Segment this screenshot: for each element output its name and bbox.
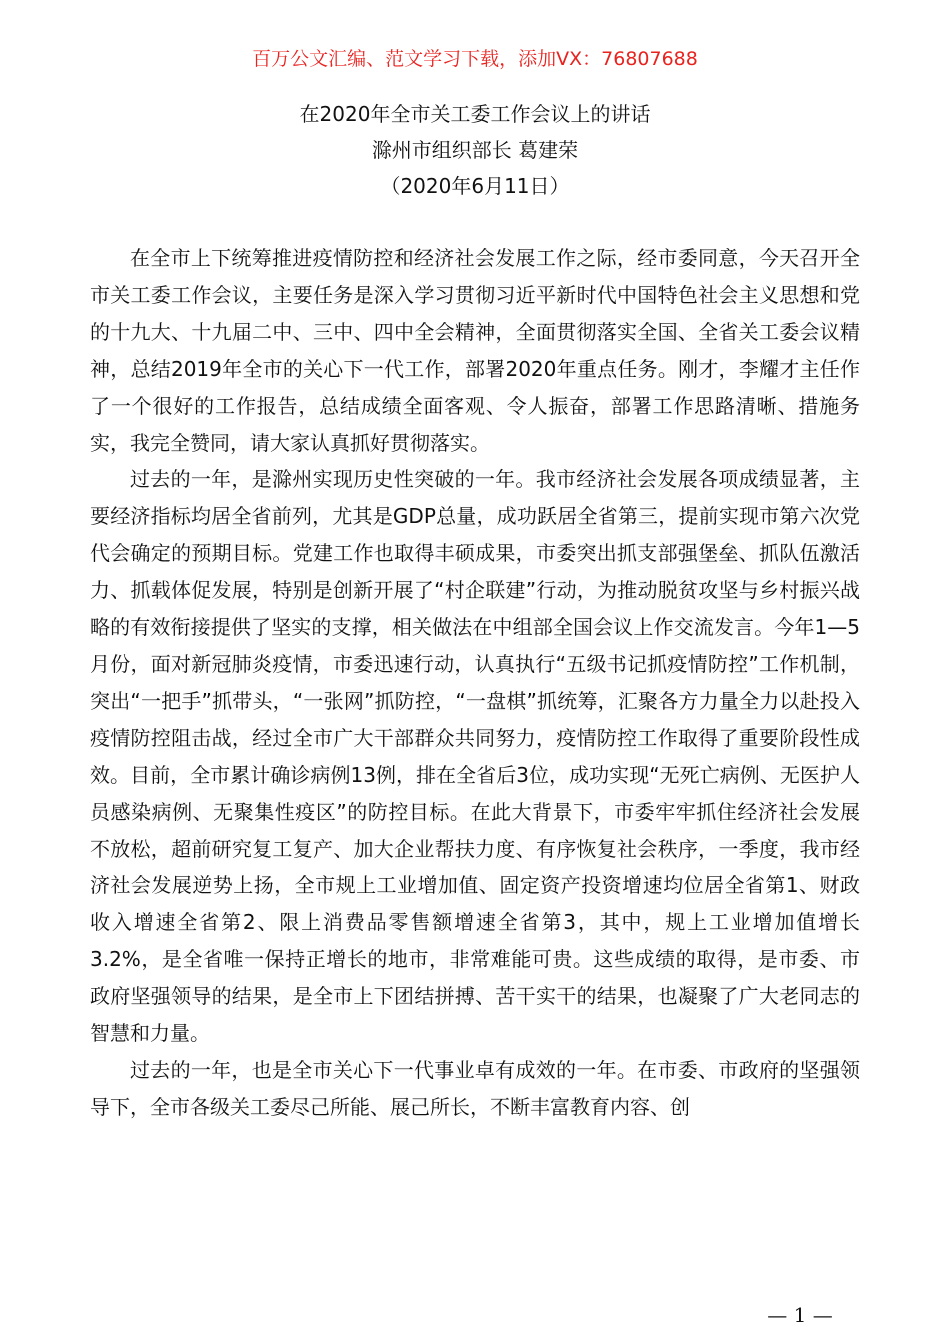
paragraph: 过去的一年，也是全市关心下一代事业卓有成效的一年。在市委、市政府的坚强领导下，全市各级关工委尽己所能、展己所长，不断丰富教育内容、创	[90, 1057, 860, 1119]
document-title: 在2020年全市关工委工作会议上的讲话	[299, 102, 651, 126]
paragraph: 在全市上下统筹推进疫情防控和经济社会发展工作之际，经市委同意，今天召开全市关工委工作会议，主要任务是深入学习贯彻习近平新时代中国特色社会主义思想和党的十九大、十九届二中、三中、四中全会精神，全面贯彻落实全国、全省关工委会议精神，总结2019年全市的关心下一代工作，部署2020年重点任务。刚才，李耀才主任作了一个很好的工作报告，总结成绩全面客观、令人振奋，部署工作思路清晰、措施务实，我完全赞同，请大家认真抓好贯彻落实。	[90, 246, 860, 455]
paragraph: 过去的一年，是滁州实现历史性突破的一年。我市经济社会发展各项成绩显著，主要经济指标均居全省前列，尤其是GDP总量，成功跃居全省第三，提前实现市第六次党代会确定的预期目标。党建工作也取得丰硕成果，市委突出抓支部强堡垒、抓队伍激活力、抓载体促发展，特别是创新开展了“村企联建”行动，为推动脱贫攻坚与乡村振兴战略的有效衔接提供了坚实的支撑，相关做法在中组部全国会议上作交流发言。今年1—5月份，面对新冠肺炎疫情，市委迅速行动，认真执行“五级书记抓疫情防控”工作机制，突出“一把手”抓带头，“一张网”抓防控，“一盘棋”抓统筹，汇聚各方力量全力以赴投入疫情防控阻击战，经过全市广大干部群众共同努力，疫情防控工作取得了重要阶段性成效。目前，全市累计确诊病例13例，排在全省后3位，成功实现“无死亡病例、无医护人员感染病例、无聚集性疫区”的防控目标。在此大背景下，市委牢牢抓住经济社会发展不放松，超前研究复工复产、加大企业帮扶力度、有序恢复社会秩序，一季度，我市经济社会发展逆势上扬，全市规上工业增加值、固定资产投资增速均位居全省第1、财政收入增速全省第2、限上消费品零售额增速全省第3，其中，规上工业增加值增长3.2%，是全省唯一保持正增长的地市，非常难能可贵。这些成绩的取得，是市委、市政府坚强领导的结果，是全市上下团结拼搏、苦干实干的结果，也凝聚了广大老同志的智慧和力量。	[90, 467, 860, 1046]
promo-banner: 百万公文汇编、范文学习下载，添加VX：76807688	[252, 48, 698, 70]
speech-date: （2020年6月11日）	[380, 174, 570, 198]
speaker-line: 滁州市组织部长 葛建荣	[371, 138, 579, 162]
speech-body	[90, 240, 860, 1126]
page-number: — 1 —	[767, 1303, 833, 1327]
title-block	[0, 96, 950, 204]
